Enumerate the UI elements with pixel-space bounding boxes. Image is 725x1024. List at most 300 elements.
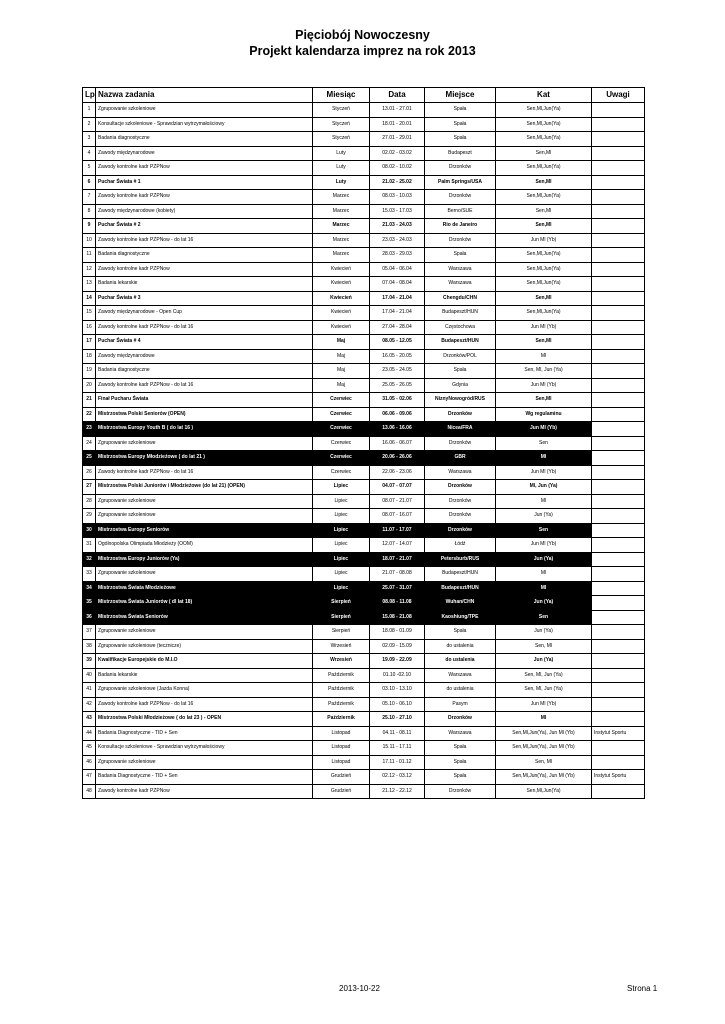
cell-notes <box>592 277 645 292</box>
cell-month: Lipiec <box>313 538 370 553</box>
table-header-row <box>83 88 645 103</box>
cell-month: Luty <box>313 175 370 190</box>
cell-lp: 6 <box>83 175 96 190</box>
cell-place: Spała <box>425 117 496 132</box>
cell-date: 25.10 - 27.10 <box>370 712 425 727</box>
cell-month: Grudzień <box>313 770 370 785</box>
cell-category: Sen, Ml <box>496 639 592 654</box>
cell-month: Czerwiec <box>313 407 370 422</box>
cell-place: Drzonków <box>425 494 496 509</box>
cell-place: Berno/SUE <box>425 204 496 219</box>
cell-notes <box>592 668 645 683</box>
cell-notes <box>592 625 645 640</box>
cell-notes <box>592 538 645 553</box>
cell-task-name: Zawody międzynarodowe <box>96 349 313 364</box>
cell-notes <box>592 103 645 118</box>
cell-date: 08.03 - 10.03 <box>370 190 425 205</box>
cell-date: 17.11 - 01.12 <box>370 755 425 770</box>
cell-task-name: Zgrupowanie szkoleniowe <box>96 436 313 451</box>
cell-category: Jun (Ya) <box>496 552 592 567</box>
cell-category: Jun (Ya) <box>496 509 592 524</box>
cell-category: Ml <box>496 581 592 596</box>
cell-task-name: Mistrzostwa Polski Młodzieżowe ( do lat 23 ) - OPEN <box>96 712 313 727</box>
cell-lp: 24 <box>83 436 96 451</box>
table-row <box>83 770 645 785</box>
cell-month: Wrzesień <box>313 639 370 654</box>
cell-category: Jun (Ya) <box>496 596 592 611</box>
cell-category: Sen,Ml <box>496 291 592 306</box>
cell-lp: 10 <box>83 233 96 248</box>
cell-month: Lipiec <box>313 567 370 582</box>
cell-category: Sen,Ml,Jun(Ya) <box>496 277 592 292</box>
cell-place: Spała <box>425 770 496 785</box>
cell-category: Ml <box>496 494 592 509</box>
cell-month: Październik <box>313 683 370 698</box>
cell-lp: 29 <box>83 509 96 524</box>
table-row <box>83 668 645 683</box>
cell-month: Maj <box>313 378 370 393</box>
cell-month: Lipiec <box>313 480 370 495</box>
cell-category: Ml, Jun (Ya) <box>496 480 592 495</box>
cell-category: Sen,Ml,Jun(Ya) <box>496 161 592 176</box>
cell-month: Marzec <box>313 233 370 248</box>
cell-place: GBR <box>425 451 496 466</box>
cell-lp: 17 <box>83 335 96 350</box>
cell-month: Listopad <box>313 755 370 770</box>
table-row <box>83 175 645 190</box>
cell-lp: 18 <box>83 349 96 364</box>
cell-month: Marzec <box>313 190 370 205</box>
cell-date: 08.07 - 16.07 <box>370 509 425 524</box>
cell-date: 17.04 - 21.04 <box>370 306 425 321</box>
cell-month: Lipiec <box>313 581 370 596</box>
cell-category: Sen,Ml,Jun(Ya) <box>496 103 592 118</box>
cell-date: 22.06 - 23.06 <box>370 465 425 480</box>
cell-category: Sen,Ml <box>496 204 592 219</box>
cell-date: 08.08 - 11.08 <box>370 596 425 611</box>
cell-category: Jun Ml (Yb) <box>496 538 592 553</box>
table-row <box>83 277 645 292</box>
cell-date: 27.01 - 29.01 <box>370 132 425 147</box>
cell-lp: 26 <box>83 465 96 480</box>
cell-place: Spała <box>425 248 496 263</box>
cell-notes <box>592 639 645 654</box>
cell-place: Budapeszt <box>425 146 496 161</box>
cell-place: Spała <box>425 625 496 640</box>
cell-task-name: Zawody kontrolne kadr PZPNow <box>96 262 313 277</box>
cell-lp: 41 <box>83 683 96 698</box>
column-header-place: Miejsce <box>425 88 496 103</box>
cell-category: Jun Ml (Yb) <box>496 465 592 480</box>
cell-date: 15.08 - 21.08 <box>370 610 425 625</box>
cell-task-name: Zawody kontrolne kadr PZPNow <box>96 190 313 205</box>
cell-date: 06.06 - 09.06 <box>370 407 425 422</box>
cell-place: Warszawa <box>425 668 496 683</box>
cell-notes <box>592 306 645 321</box>
cell-month: Czerwiec <box>313 451 370 466</box>
cell-date: 08.05 - 12.05 <box>370 335 425 350</box>
cell-place: Częstochowa <box>425 320 496 335</box>
cell-category: Jun Ml (Yb) <box>496 233 592 248</box>
cell-category: Jun (Ya) <box>496 625 592 640</box>
cell-date: 15.11 - 17.11 <box>370 741 425 756</box>
cell-task-name: Mistrzostwa Świata Seniorów <box>96 610 313 625</box>
cell-month: Sierpień <box>313 596 370 611</box>
cell-place: Spała <box>425 103 496 118</box>
cell-task-name: Puchar Świata # 1 <box>96 175 313 190</box>
cell-place: Łódź <box>425 538 496 553</box>
cell-lp: 4 <box>83 146 96 161</box>
cell-place: Warszawa <box>425 465 496 480</box>
cell-date: 28.03 - 29.03 <box>370 248 425 263</box>
table-row <box>83 784 645 799</box>
cell-notes <box>592 683 645 698</box>
cell-task-name: Badania diagnostyczne <box>96 364 313 379</box>
cell-notes <box>592 320 645 335</box>
cell-place: Drzonków <box>425 436 496 451</box>
cell-category: Sen,Ml,Jun(Ya) <box>496 190 592 205</box>
cell-task-name: Zgrupowanie szkoleniowe <box>96 567 313 582</box>
cell-lp: 11 <box>83 248 96 263</box>
cell-date: 18.08 - 01.09 <box>370 625 425 640</box>
cell-place: Drzonków/POL <box>425 349 496 364</box>
cell-lp: 36 <box>83 610 96 625</box>
cell-task-name: Mistrzostwa Europy Seniorów <box>96 523 313 538</box>
cell-date: 02.09 - 15.09 <box>370 639 425 654</box>
cell-task-name: Mistrzostwa Europy Youth B ( do lat 16 ) <box>96 422 313 437</box>
cell-place: Spała <box>425 741 496 756</box>
cell-lp: 7 <box>83 190 96 205</box>
table-row <box>83 190 645 205</box>
footer-page-number: Strona 1 <box>627 984 658 993</box>
cell-task-name: Mistrzostwa Świata Młodzieżowe <box>96 581 313 596</box>
cell-month: Październik <box>313 712 370 727</box>
cell-category: Sen,Ml <box>496 146 592 161</box>
cell-month: Styczeń <box>313 117 370 132</box>
cell-date: 18.07 - 21.07 <box>370 552 425 567</box>
cell-notes <box>592 349 645 364</box>
cell-notes <box>592 465 645 480</box>
cell-lp: 23 <box>83 422 96 437</box>
cell-task-name: Konsultacje szkoleniowe - Sprawdzian wytrzymałościowy <box>96 117 313 132</box>
cell-place: Kaoshiung/TPE <box>425 610 496 625</box>
cell-place: Wuhan/CHN <box>425 596 496 611</box>
table-row <box>83 480 645 495</box>
table-row <box>83 103 645 118</box>
cell-date: 21.12 - 22.12 <box>370 784 425 799</box>
table-row <box>83 204 645 219</box>
cell-task-name: Badania lekarskie <box>96 277 313 292</box>
cell-category: Sen, Ml <box>496 755 592 770</box>
cell-notes <box>592 610 645 625</box>
column-header-date: Data <box>370 88 425 103</box>
cell-place: Drzonków <box>425 784 496 799</box>
cell-date: 25.05 - 26.05 <box>370 378 425 393</box>
cell-notes <box>592 248 645 263</box>
cell-category: Sen,Ml,Jun(Ya) <box>496 132 592 147</box>
cell-task-name: Mistrzostwa Polski Seniorów (OPEN) <box>96 407 313 422</box>
cell-notes <box>592 132 645 147</box>
column-header-month: Miesiąc <box>313 88 370 103</box>
cell-notes <box>592 233 645 248</box>
cell-lp: 19 <box>83 364 96 379</box>
table-row <box>83 596 645 611</box>
table-row <box>83 335 645 350</box>
cell-notes <box>592 190 645 205</box>
cell-date: 16.05 - 20.05 <box>370 349 425 364</box>
cell-month: Lipiec <box>313 509 370 524</box>
table-row <box>83 422 645 437</box>
cell-notes <box>592 393 645 408</box>
cell-notes <box>592 422 645 437</box>
cell-lp: 28 <box>83 494 96 509</box>
cell-task-name: Kwalifikacje Europejskie do M.I.O <box>96 654 313 669</box>
cell-month: Kwiecień <box>313 320 370 335</box>
table-row <box>83 625 645 640</box>
cell-date: 31.05 - 02.06 <box>370 393 425 408</box>
cell-lp: 5 <box>83 161 96 176</box>
cell-category: Ml <box>496 451 592 466</box>
table-row <box>83 320 645 335</box>
cell-category: Sen <box>496 436 592 451</box>
cell-notes <box>592 596 645 611</box>
cell-category: Sen, Ml, Jun (Ya) <box>496 364 592 379</box>
cell-task-name: Zawody kontrolne kadr PZPNow - do lat 16 <box>96 233 313 248</box>
cell-month: Sierpień <box>313 625 370 640</box>
cell-category: Sen,Ml,Jun(Ya) <box>496 117 592 132</box>
cell-date: 04.07 - 07.07 <box>370 480 425 495</box>
table-row <box>83 132 645 147</box>
cell-lp: 42 <box>83 697 96 712</box>
table-row <box>83 697 645 712</box>
column-header-category: Kat <box>496 88 592 103</box>
cell-date: 01.10 -02.10 <box>370 668 425 683</box>
table-row <box>83 306 645 321</box>
cell-task-name: Mistrzostwa Polski Juniorów i Młodzieżowe (do lat 21) (OPEN) <box>96 480 313 495</box>
table-row <box>83 712 645 727</box>
cell-notes <box>592 697 645 712</box>
cell-month: Styczeń <box>313 132 370 147</box>
cell-date: 27.04 - 28.04 <box>370 320 425 335</box>
cell-notes <box>592 204 645 219</box>
cell-month: Maj <box>313 364 370 379</box>
cell-date: 07.04 - 08.04 <box>370 277 425 292</box>
cell-category: Sen, Ml, Jun (Ya) <box>496 668 592 683</box>
table-row <box>83 248 645 263</box>
table-row <box>83 683 645 698</box>
cell-lp: 27 <box>83 480 96 495</box>
cell-lp: 40 <box>83 668 96 683</box>
cell-place: Chengdu/CHN <box>425 291 496 306</box>
cell-lp: 45 <box>83 741 96 756</box>
cell-place: Petersburb/RUS <box>425 552 496 567</box>
table-row <box>83 755 645 770</box>
cell-date: 03.10 - 13.10 <box>370 683 425 698</box>
table-row <box>83 219 645 234</box>
cell-notes <box>592 581 645 596</box>
cell-task-name: Zawody kontrolne kadr PZPNow - do lat 16 <box>96 465 313 480</box>
cell-notes <box>592 509 645 524</box>
cell-date: 12.07 - 14.07 <box>370 538 425 553</box>
cell-category: Sen,Ml <box>496 393 592 408</box>
cell-month: Listopad <box>313 726 370 741</box>
cell-month: Październik <box>313 668 370 683</box>
cell-place: Gdynia <box>425 378 496 393</box>
cell-notes <box>592 494 645 509</box>
cell-place: do ustalenia <box>425 683 496 698</box>
table-row <box>83 451 645 466</box>
cell-place: do ustalenia <box>425 639 496 654</box>
table-row <box>83 161 645 176</box>
cell-lp: 35 <box>83 596 96 611</box>
cell-category: Jun Ml (Yb) <box>496 697 592 712</box>
cell-task-name: Zgrupowanie szkoleniowe <box>96 103 313 118</box>
cell-lp: 43 <box>83 712 96 727</box>
cell-category: Jun Ml (Yb) <box>496 422 592 437</box>
cell-task-name: Zgrupowanie szkoleniowe <box>96 509 313 524</box>
cell-lp: 16 <box>83 320 96 335</box>
cell-lp: 31 <box>83 538 96 553</box>
cell-place: Drzonków <box>425 480 496 495</box>
cell-month: Kwiecień <box>313 306 370 321</box>
cell-notes <box>592 219 645 234</box>
cell-place: Nicea/FRA <box>425 422 496 437</box>
cell-notes <box>592 480 645 495</box>
cell-category: Ml <box>496 349 592 364</box>
table-row <box>83 538 645 553</box>
cell-place: Budapeszt/HUN <box>425 581 496 596</box>
cell-category: Ml <box>496 712 592 727</box>
cell-task-name: Zgrupowanie szkoleniowe (Jazda Konna) <box>96 683 313 698</box>
cell-date: 21.03 - 24.03 <box>370 219 425 234</box>
table-row <box>83 117 645 132</box>
cell-date: 08.02 - 10.02 <box>370 161 425 176</box>
cell-category: Jun Ml (Yb) <box>496 320 592 335</box>
table-row <box>83 407 645 422</box>
cell-task-name: Puchar Świata # 4 <box>96 335 313 350</box>
cell-month: Grudzień <box>313 784 370 799</box>
cell-task-name: Zgrupowanie szkoleniowe <box>96 625 313 640</box>
table-row <box>83 378 645 393</box>
column-header-name: Nazwa zadania <box>96 88 313 103</box>
cell-place: Drzonków <box>425 523 496 538</box>
cell-place: Drzonków <box>425 407 496 422</box>
cell-month: Luty <box>313 161 370 176</box>
cell-date: 05.10 - 06.10 <box>370 697 425 712</box>
cell-place: Spała <box>425 132 496 147</box>
cell-category: Sen,Ml,Jun(Ya), Jun Ml (Yb) <box>496 726 592 741</box>
cell-notes <box>592 784 645 799</box>
cell-task-name: Zawody międzynarodowe <box>96 146 313 161</box>
cell-category: Sen,Ml,Jun(Ya) <box>496 262 592 277</box>
cell-month: Czerwiec <box>313 393 370 408</box>
table-row <box>83 741 645 756</box>
cell-date: 23.03 - 24.03 <box>370 233 425 248</box>
cell-category: Sen,Ml,Jun(Ya) <box>496 248 592 263</box>
cell-date: 13.01 - 27.01 <box>370 103 425 118</box>
cell-lp: 37 <box>83 625 96 640</box>
table-row <box>83 552 645 567</box>
cell-date: 11.07 - 17.07 <box>370 523 425 538</box>
cell-notes <box>592 436 645 451</box>
cell-month: Marzec <box>313 248 370 263</box>
cell-lp: 9 <box>83 219 96 234</box>
cell-place: Budapeszt/HUN <box>425 306 496 321</box>
cell-task-name: Badania Diagnostyczne - TID + Sen <box>96 770 313 785</box>
cell-place: Palm Springs/USA <box>425 175 496 190</box>
cell-task-name: Mistrzostwa Europy Młodzieżowe ( do lat 21 ) <box>96 451 313 466</box>
cell-lp: 44 <box>83 726 96 741</box>
cell-place: Drzonków <box>425 161 496 176</box>
table-row <box>83 233 645 248</box>
cell-place: Drzonków <box>425 509 496 524</box>
cell-lp: 47 <box>83 770 96 785</box>
cell-month: Lipiec <box>313 523 370 538</box>
cell-month: Lipiec <box>313 552 370 567</box>
cell-place: Warszawa <box>425 726 496 741</box>
cell-notes <box>592 654 645 669</box>
document-subtitle: Projekt kalendarza imprez na rok 2013 <box>249 44 476 58</box>
table-row <box>83 291 645 306</box>
table-row <box>83 610 645 625</box>
cell-month: Maj <box>313 335 370 350</box>
cell-task-name: Zgrupowanie szkoleniowe <box>96 755 313 770</box>
table-row <box>83 639 645 654</box>
cell-month: Styczeń <box>313 103 370 118</box>
cell-category: Sen,Ml,Jun(Ya) <box>496 784 592 799</box>
table-row <box>83 494 645 509</box>
cell-lp: 14 <box>83 291 96 306</box>
cell-notes <box>592 364 645 379</box>
cell-month: Kwiecień <box>313 262 370 277</box>
cell-notes <box>592 378 645 393</box>
cell-category: Sen, Ml, Jun (Ya) <box>496 683 592 698</box>
cell-task-name: Zawody międzynarodowe (kobiety) <box>96 204 313 219</box>
table-row <box>83 654 645 669</box>
cell-lp: 34 <box>83 581 96 596</box>
cell-date: 13.06 - 16.06 <box>370 422 425 437</box>
cell-month: Sierpień <box>313 610 370 625</box>
cell-month: Luty <box>313 146 370 161</box>
cell-notes <box>592 146 645 161</box>
cell-notes: Instytut Sportu <box>592 770 645 785</box>
cell-month: Marzec <box>313 219 370 234</box>
cell-date: 23.05 - 24.05 <box>370 364 425 379</box>
table-row <box>83 726 645 741</box>
table-row <box>83 364 645 379</box>
cell-lp: 22 <box>83 407 96 422</box>
cell-category: Sen <box>496 523 592 538</box>
table-row <box>83 262 645 277</box>
cell-month: Czerwiec <box>313 422 370 437</box>
cell-date: 05.04 - 06.04 <box>370 262 425 277</box>
cell-notes <box>592 117 645 132</box>
cell-lp: 8 <box>83 204 96 219</box>
cell-month: Czerwiec <box>313 436 370 451</box>
cell-category: Sen,Ml,Jun(Ya) <box>496 306 592 321</box>
cell-date: 19.09 - 22.09 <box>370 654 425 669</box>
cell-lp: 38 <box>83 639 96 654</box>
document-title: Pięciobój Nowoczesny <box>295 28 430 42</box>
cell-task-name: Finał Pucharu Świata <box>96 393 313 408</box>
cell-lp: 32 <box>83 552 96 567</box>
cell-category: Sen <box>496 610 592 625</box>
cell-lp: 21 <box>83 393 96 408</box>
cell-task-name: Badania Diagnostyczne - TID + Sen <box>96 726 313 741</box>
cell-date: 17.04 - 21.04 <box>370 291 425 306</box>
cell-month: Listopad <box>313 741 370 756</box>
column-header-lp: Lp <box>83 88 96 103</box>
